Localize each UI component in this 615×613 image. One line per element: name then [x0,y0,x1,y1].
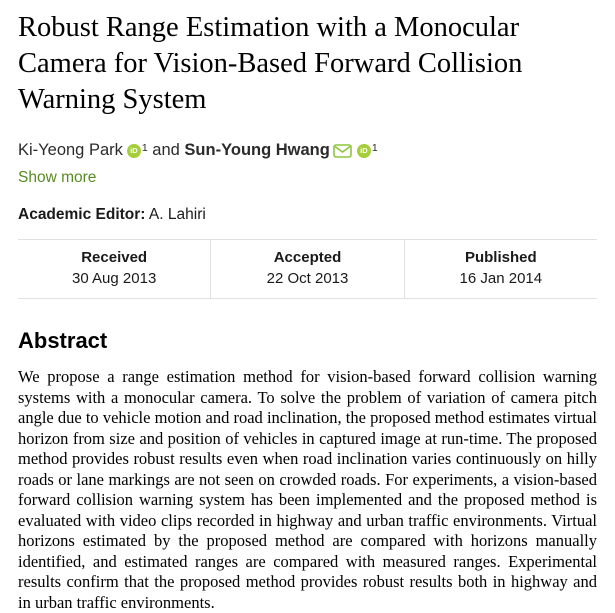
orcid-icon[interactable]: iD [127,144,141,158]
accepted-cell [210,240,403,298]
accepted-label: Accepted [273,249,342,266]
authors-separator: and [147,141,185,159]
received-date: 30 Aug 2013 [72,270,157,287]
academic-editor-line [18,206,597,224]
author-line: Ki-Yeong Park iD $^1$ and Sun-Young Hwang iD $^1$ [18,141,378,159]
author-name-park: Ki-Yeong Park [18,141,123,159]
published-cell [404,240,597,298]
published-date: 16 Jan 2014 [459,270,543,287]
received-label: Received [81,249,148,266]
academic-editor-label: Academic Editor: [18,206,146,223]
abstract-text: We propose a range estimation method for vision-based forward collision warning systems with a monocular camera. To solve the problem of variation of camera pitch angle due to vehicle motion and road inclination, the proposed method estimates virtual horizon from size and position of vehicles in captured image at run-time. The proposed method provides robust results even when road inclination varies continuously on hilly roads or lane markings are not seen on crowded roads. For experiments, a vision-based forward collision warning system has been implemented and the proposed method is evaluated with video clips recorded in highway and urban traffic environments. Virtual horizons estimated by the proposed method are compared with horizons manually identified, and estimated ranges are compared with measured ranges. Experimental results confirm that the proposed method provides robust results both in highway and in urban traffic environments. [18,367,597,612]
received-cell [18,240,210,298]
author-name-hwang: Sun-Young Hwang [184,141,330,159]
orcid-icon[interactable]: iD [357,144,371,158]
email-icon[interactable] [333,144,352,158]
accepted-date: 22 Oct 2013 [266,270,349,287]
published-label: Published [464,249,537,266]
show-more-link[interactable]: Show more [18,169,97,186]
dates-table [18,239,597,299]
academic-editor-name: A. Lahiri [145,206,206,223]
article-title: Robust Range Estimation with a Monocular Camera for Vision-Based Forward Collision Warning System [18,12,523,115]
abstract-heading: Abstract [18,328,108,353]
